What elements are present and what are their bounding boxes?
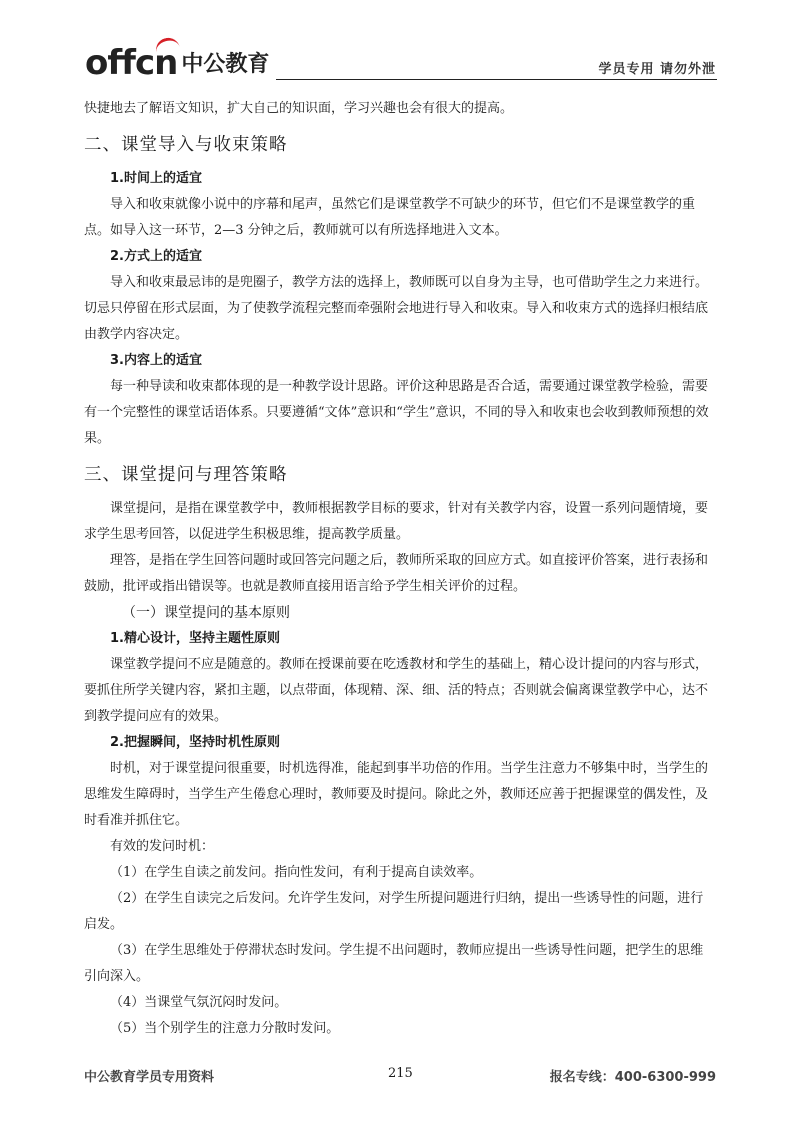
- s2-paragraph-2: 导入和收束最忌讳的是兜圈子，教学方法的选择上，教师既可以自身为主导，也可借助学生之力来进行。切忌只停留在形式层面，为了使教学流程完整而牵强附会地进行导入和收束。导入和收束方式的选择归根结底由教学内容决定。: [84, 275, 709, 342]
- offcn-logo: [85, 36, 270, 83]
- list-item-3: （3）在学生思维处于停滞状态时发问。学生提不出问题时，教师应提出一些诱导性问题，把学生的思维引向深入。: [84, 943, 704, 984]
- list-item-2: （2）在学生自读完之后发问。允许学生发问，对学生所提问题进行归纳，提出一些诱导性的问题，进行启发。: [84, 891, 704, 932]
- s2-paragraph-1: 导入和收束就像小说中的序幕和尾声，虽然它们是课堂教学不可缺少的环节，但它们不是课堂教学的重点。如导入这一环节，2—3 分钟之后，教师就可以有所选择地进入文本。: [84, 197, 696, 238]
- s2-heading-1: 1.时间上的适宜: [110, 171, 202, 186]
- s3-heading-2: 2.把握瞬间，坚持时机性原则: [110, 735, 280, 750]
- page-header: [0, 0, 800, 90]
- s3-paragraph-4: 时机，对于课堂提问很重要，时机选得准，能起到事半功倍的作用。当学生注意力不够集中时，当学生的思维发生障碍时，当学生产生倦怠心理时，教师要及时提问。除此之外，教师还应善于把握课堂的偶发性，及时看准并抓住它。: [84, 761, 709, 828]
- footer-hotline: 报名专线：400-6300-999: [549, 1070, 716, 1085]
- s3-subsection-title: （一）课堂提问的基本原则: [122, 605, 290, 621]
- page-number: 215: [388, 1066, 413, 1081]
- footer-left-text: 中公教育学员专用资料: [84, 1070, 215, 1085]
- header-tag: 学员专用 请勿外泄: [598, 62, 716, 77]
- s3-heading-1: 1.精心设计，坚持主题性原则: [110, 631, 280, 646]
- s2-paragraph-3: 每一种导读和收束都体现的是一种教学设计思路。评价这种思路是否合适，需要通过课堂教学检验，需要有一个完整性的课堂话语体系。只要遵循“文体”意识和“学生”意识，不同的导入和收束也会收到教师预想的效果。: [84, 379, 709, 446]
- header-rule: [276, 79, 717, 80]
- section-3-title: 三、课堂提问与理答策略: [84, 465, 288, 485]
- logo-wordmark: offcn: [85, 43, 178, 83]
- s2-heading-2: 2.方式上的适宜: [110, 249, 202, 264]
- s3-paragraph-1: 课堂提问，是指在课堂教学中，教师根据教学目标的要求，针对有关教学内容，设置一系列问题情境，要求学生思考回答，以促进学生积极思维，提高教学质量。: [84, 501, 709, 542]
- list-item-4: （4）当课堂气氛沉闷时发问。: [110, 995, 288, 1010]
- section-2-title: 二、课堂导入与收束策略: [84, 135, 288, 155]
- list-item-5: （5）当个别学生的注意力分散时发问。: [110, 1021, 340, 1036]
- s3-paragraph-2: 理答，是指在学生回答问题时或回答完问题之后，教师所采取的回应方式。如直接评价答案，进行表扬和鼓励，批评或指出错误等。也就是教师直接用语言给予学生相关评价的过程。: [84, 553, 709, 594]
- s2-heading-3: 3.内容上的适宜: [110, 353, 202, 368]
- intro-paragraph: 快捷地去了解语文知识，扩大自己的知识面，学习兴趣也会有很大的提高。: [84, 101, 514, 116]
- s3-paragraph-5: 有效的发问时机：: [110, 839, 215, 854]
- page-footer: [0, 1066, 800, 1096]
- logo-chinese-name: 中公教育: [181, 52, 270, 77]
- s3-paragraph-3: 课堂教学提问不应是随意的。教师在授课前要在吃透教材和学生的基础上，精心设计提问的内容与形式，要抓住所学关键内容，紧扣主题，以点带面，体现精、深、细、活的特点；否则就会偏离课堂教学中心，达不到教学提问应有的效果。: [84, 657, 709, 724]
- page-content: [84, 96, 716, 1042]
- list-item-1: （1）在学生自读之前发问。指向性发问，有利于提高自读效率。: [110, 865, 483, 880]
